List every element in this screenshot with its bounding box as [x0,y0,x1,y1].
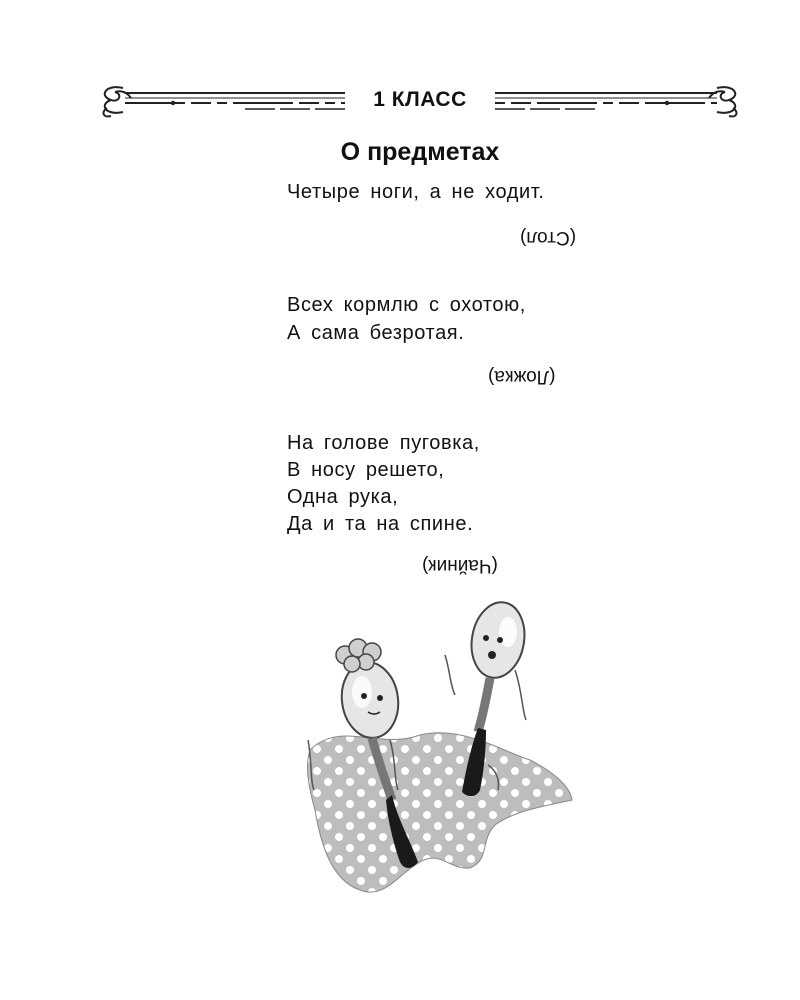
section-title: О предметах [340,138,500,166]
riddle-3-answer: (Чайник) [422,555,498,576]
riddle-1-line-1: Четыре ноги, а не ходит. [287,181,545,203]
riddle-3-line-2: В носу решето, [287,459,445,481]
riddle-1-answer: (Стол) [520,227,577,248]
class-label: 1 КЛАСС [373,88,467,111]
riddle-2-line-2: А сама безротая. [287,322,465,344]
riddle-2-line-1: Всех кормлю с охотою, [287,294,526,316]
spoons-illustration [300,600,580,905]
riddle-3-line-3: Одна рука, [287,486,399,508]
spoons-picture [300,600,580,900]
page-header [95,78,745,122]
riddle-3-line-1: На голове пуговка, [287,432,480,454]
riddle-3-line-4: Да и та на спине. [287,513,474,535]
riddle-2-answer: (Ложка) [488,366,556,387]
